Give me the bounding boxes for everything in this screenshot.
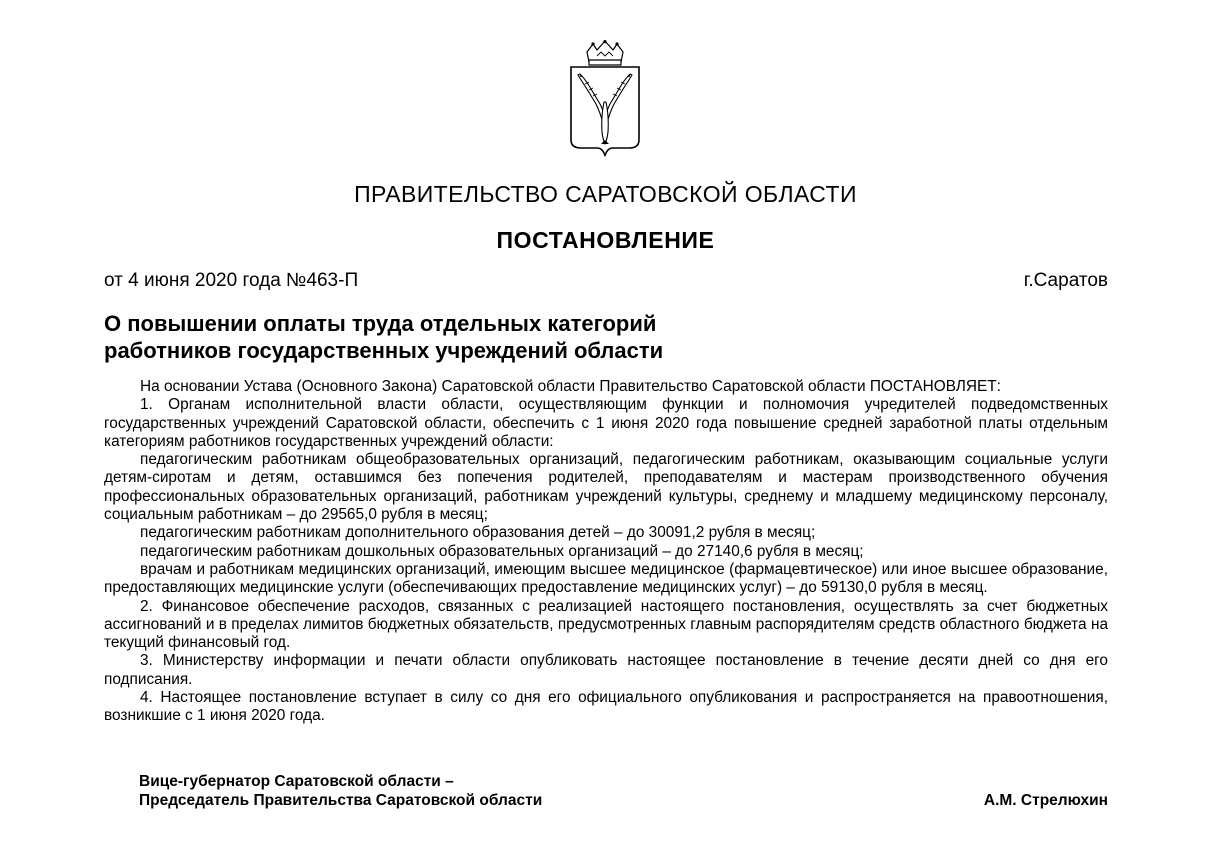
paragraph-preamble: На основании Устава (Основного Закона) Саратовской области Правительство Саратовской области ПОСТАНОВЛЯЕТ: xyxy=(140,378,1001,395)
government-name: ПРАВИТЕЛЬСТВО САРАТОВСКОЙ ОБЛАСТИ xyxy=(354,181,857,207)
paragraph-item-2: 2. Финансовое обеспечение расходов, связанных с реализацией настоящего постановления, осуществлять за счет бюджетных ассигнований и в пределах лимитов бюджетных обязательств, предусмотренных главным распорядителям средств областного бюджета на текущий финансовый год. xyxy=(104,597,1108,652)
paragraph-item-1: 1. Органам исполнительной власти области, осуществляющим функции и полномочия учредителей подведомственных государственных учреждений Саратовской области, обеспечить с 1 июня 2020 года повышение средней заработной платы отдельным категориям работников государственных учреждений области: xyxy=(104,396,1108,450)
paragraph-pedagogical-additional: педагогическим работникам дополнительного образования детей – до 30091,2 рубля в месяц; xyxy=(140,524,816,542)
paragraph-pedagogical-general: педагогическим работникам общеобразовательных организаций, педагогическим работникам, оказывающим социальные услуги детям-сиротам и детям, оставшимся без попечения родителей, преподавателям и мастерам производственного обучения профессиональных образовательных организаций, работникам учреждений культуры, среднему и младшему медицинскому персоналу, социальным работникам – до 29565,0 рубля в месяц; xyxy=(104,451,1108,524)
paragraph-doctors: врачам и работникам медицинских организаций, имеющим высшее медицинское (фармацевтическое) или иное высшее образование, предоставляющих медицинские услуги (обеспечивающих предоставление медицинских услуг) – до 59130,0 рубля в месяц. xyxy=(104,560,1108,597)
paragraph-item-4: 4. Настоящее постановление вступает в силу со дня его официального опубликования и распространяется на правоотношения, возникшие с 1 июня 2020 года. xyxy=(104,689,1108,725)
paragraph-pedagogical-preschool: педагогическим работникам дошкольных образовательных организаций – до 27140,6 рубля в месяц; xyxy=(140,542,864,560)
signatory-name: А.М. Стрелюхин xyxy=(983,792,1108,809)
position-line-1: Вице-губернатор Саратовской области – xyxy=(139,773,454,790)
signatory-position xyxy=(139,772,542,810)
title-line-1: О повышении оплаты труда отдельных категорий xyxy=(104,311,657,336)
coat-of-arms-icon xyxy=(567,40,643,164)
paragraph-item-3: 3. Министерству информации и печати области опубликовать настоящее постановление в течение десяти дней со дня его подписания. xyxy=(104,652,1108,688)
title-line-2: работников государственных учреждений области xyxy=(104,338,664,363)
document-date-number: от 4 июня 2020 года №463-П xyxy=(104,270,359,291)
document-city: г.Саратов xyxy=(1023,270,1108,291)
document-title xyxy=(104,310,864,364)
document-type: ПОСТАНОВЛЕНИЕ xyxy=(496,227,715,253)
document-body xyxy=(104,378,1108,726)
position-line-2: Председатель Правительства Саратовской области xyxy=(139,792,543,809)
